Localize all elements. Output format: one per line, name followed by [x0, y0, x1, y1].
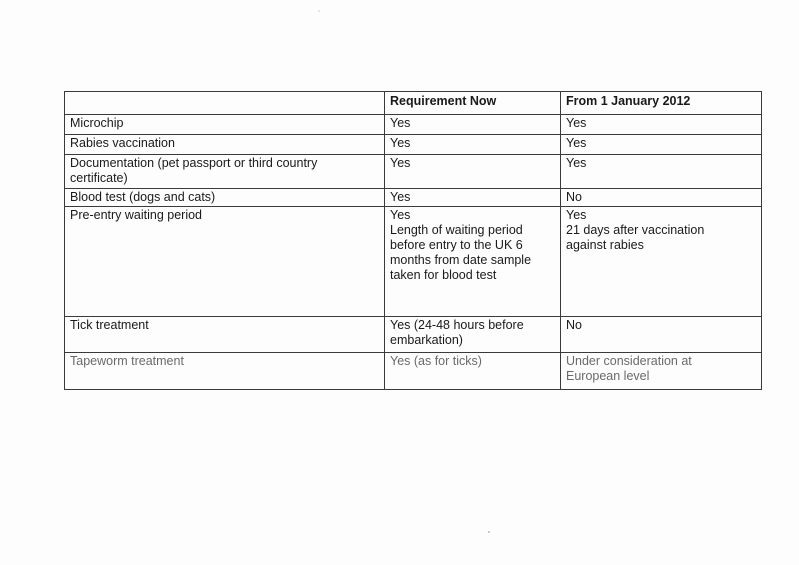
- cell-text: Yes: [390, 190, 411, 204]
- cell-text: Length of waiting period: [390, 223, 523, 237]
- cell-item: [65, 135, 385, 155]
- cell-text: Rabies vaccination: [70, 136, 175, 150]
- table-row-documentation: [65, 155, 762, 189]
- cell-text: European level: [566, 369, 650, 383]
- cell-now: [385, 155, 561, 189]
- table-row-pre-entry-waiting-period: [65, 207, 762, 317]
- cell-item: [65, 207, 385, 317]
- cell-text: Yes: [390, 156, 411, 170]
- cell-text: Pre-entry waiting period: [70, 208, 203, 222]
- cell-text: before entry to the UK 6: [390, 238, 523, 252]
- cell-now: [385, 115, 561, 135]
- cell-now: [385, 317, 561, 353]
- scan-speck: [318, 10, 320, 12]
- cell-item: [65, 189, 385, 207]
- cell-from-2012: [561, 155, 762, 189]
- cell-item: [65, 155, 385, 189]
- cell-text: against rabies: [566, 238, 644, 252]
- cell-text: Yes (24-48 hours before: [390, 318, 524, 332]
- cell-text: Yes: [390, 116, 411, 130]
- cell-text: Tapeworm treatment: [70, 354, 184, 368]
- cell-text: Yes: [390, 208, 411, 222]
- cell-from-2012: [561, 189, 762, 207]
- cell-text: certificate): [70, 171, 128, 185]
- cell-from-2012: [561, 115, 762, 135]
- pet-travel-requirements-table: [64, 91, 762, 390]
- cell-text: months from date sample: [390, 253, 532, 267]
- table-row-blood-test: [65, 189, 762, 207]
- cell-from-2012: [561, 135, 762, 155]
- cell-text: Yes: [566, 136, 587, 150]
- cell-text: No: [566, 318, 582, 332]
- cell-now: [385, 353, 561, 390]
- scan-speck: [488, 531, 490, 533]
- cell-from-2012: [561, 353, 762, 390]
- table-row-tick-treatment: [65, 317, 762, 353]
- cell-from-2012: [561, 317, 762, 353]
- table-header-row: [65, 92, 762, 115]
- table-row-rabies-vaccination: [65, 135, 762, 155]
- cell-text: Yes (as for ticks): [390, 354, 482, 368]
- cell-item: [65, 317, 385, 353]
- cell-text: taken for blood test: [390, 268, 497, 282]
- header-requirement-now: Requirement Now: [385, 92, 561, 115]
- cell-text: embarkation): [390, 333, 463, 347]
- cell-text: Yes: [566, 208, 587, 222]
- cell-text: Yes: [566, 156, 587, 170]
- cell-text: No: [566, 190, 582, 204]
- cell-text: 21 days after vaccination: [566, 223, 705, 237]
- cell-now: [385, 189, 561, 207]
- table-row-microchip: [65, 115, 762, 135]
- cell-item: [65, 353, 385, 390]
- table-row-tapeworm-treatment: [65, 353, 762, 390]
- cell-text: Microchip: [70, 116, 124, 130]
- cell-text: Blood test (dogs and cats): [70, 190, 216, 204]
- cell-from-2012: [561, 207, 762, 317]
- cell-text: Yes: [566, 116, 587, 130]
- cell-text: Yes: [390, 136, 411, 150]
- header-from-2012: From 1 January 2012: [561, 92, 762, 115]
- cell-text: Documentation (pet passport or third country: [70, 156, 318, 170]
- cell-text: Tick treatment: [70, 318, 149, 332]
- cell-now: [385, 207, 561, 317]
- cell-now: [385, 135, 561, 155]
- cell-text: Under consideration at: [566, 354, 692, 368]
- cell-item: [65, 115, 385, 135]
- header-item: [65, 92, 385, 115]
